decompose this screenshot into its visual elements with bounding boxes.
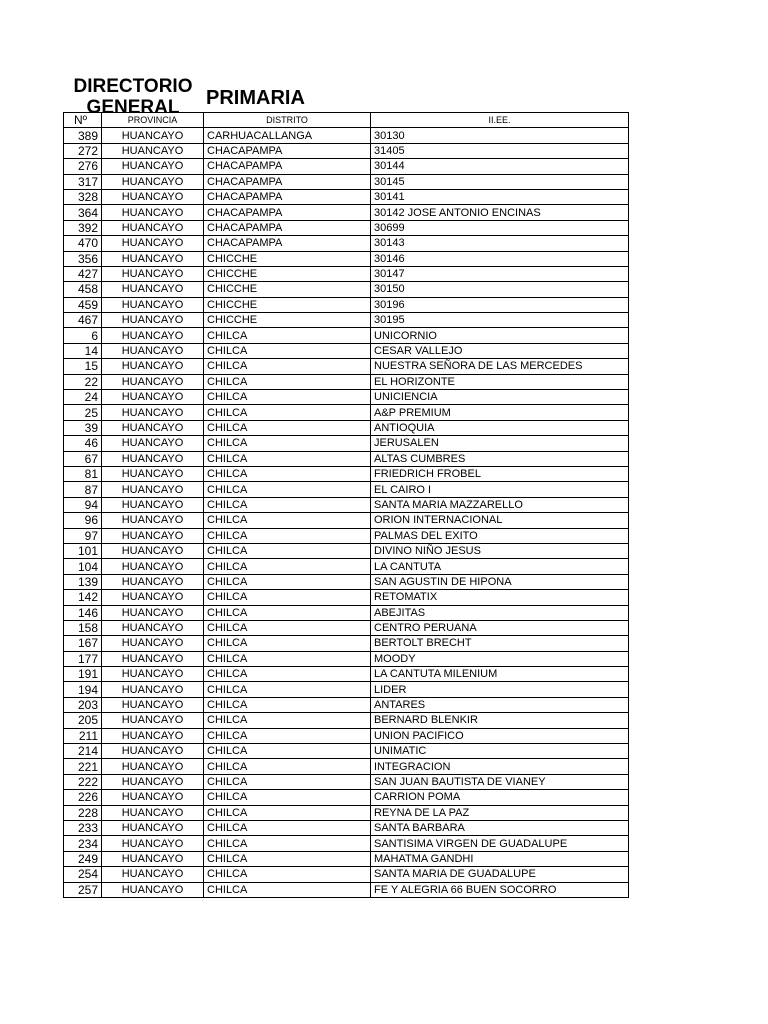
row-provincia: HUANCAYO [102,713,204,728]
directory-table [63,112,629,898]
row-distrito: CHICCHE [204,266,371,281]
row-number: 24 [64,390,102,405]
header-number: Nº [64,113,102,128]
row-distrito: CHACAPAMPA [204,159,371,174]
row-iiee: LA CANTUTA MILENIUM [371,667,629,682]
row-iiee: REYNA DE LA PAZ [371,805,629,820]
table-row [64,266,629,281]
row-distrito: CHILCA [204,590,371,605]
row-distrito: CHILCA [204,667,371,682]
row-provincia: HUANCAYO [102,451,204,466]
table-row [64,251,629,266]
row-number: 392 [64,220,102,235]
row-number: 142 [64,590,102,605]
table-row [64,159,629,174]
row-number: 87 [64,482,102,497]
row-number: 104 [64,559,102,574]
row-number: 328 [64,189,102,204]
row-iiee: 30699 [371,220,629,235]
row-provincia: HUANCAYO [102,405,204,420]
header-iiee: II.EE. [371,113,629,128]
row-iiee: ORION INTERNACIONAL [371,513,629,528]
row-distrito: CHILCA [204,482,371,497]
table-row [64,790,629,805]
row-distrito: CHILCA [204,620,371,635]
row-iiee: UNIMATIC [371,744,629,759]
row-provincia: HUANCAYO [102,205,204,220]
row-provincia: HUANCAYO [102,343,204,358]
row-provincia: HUANCAYO [102,605,204,620]
directory-title [68,76,198,113]
row-iiee: 30130 [371,128,629,143]
row-provincia: HUANCAYO [102,559,204,574]
row-iiee: CESAR VALLEJO [371,343,629,358]
table-row [64,128,629,143]
row-number: 427 [64,266,102,281]
row-distrito: CHILCA [204,651,371,666]
row-number: 101 [64,543,102,558]
table-row [64,620,629,635]
table-row [64,820,629,835]
row-distrito: CHILCA [204,713,371,728]
row-iiee: FE Y ALEGRIA 66 BUEN SOCORRO [371,882,629,897]
row-distrito: CARHUACALLANGA [204,128,371,143]
row-number: 226 [64,790,102,805]
row-distrito: CHILCA [204,790,371,805]
row-distrito: CHILCA [204,574,371,589]
row-iiee: LIDER [371,682,629,697]
row-distrito: CHILCA [204,605,371,620]
level-title: PRIMARIA [206,87,305,109]
table-row [64,236,629,251]
row-number: 39 [64,420,102,435]
table-row [64,836,629,851]
table-row [64,436,629,451]
row-provincia: HUANCAYO [102,651,204,666]
row-distrito: CHICCHE [204,297,371,312]
table-row [64,867,629,882]
table-row [64,543,629,558]
row-number: 214 [64,744,102,759]
row-iiee: ALTAS CUMBRES [371,451,629,466]
row-iiee: BERTOLT BRECHT [371,636,629,651]
row-provincia: HUANCAYO [102,436,204,451]
row-number: 167 [64,636,102,651]
row-distrito: CHILCA [204,436,371,451]
row-iiee: LA CANTUTA [371,559,629,574]
header-row [64,113,629,128]
row-provincia: HUANCAYO [102,313,204,328]
row-iiee: 30196 [371,297,629,312]
table-row [64,390,629,405]
row-iiee: NUESTRA SEÑORA DE LAS MERCEDES [371,359,629,374]
row-iiee: 30141 [371,189,629,204]
row-iiee: 30146 [371,251,629,266]
row-number: 211 [64,728,102,743]
row-iiee: DIVINO NIÑO JESUS [371,543,629,558]
row-distrito: CHILCA [204,559,371,574]
row-number: 94 [64,497,102,512]
row-distrito: CHILCA [204,451,371,466]
row-provincia: HUANCAYO [102,159,204,174]
table-row [64,297,629,312]
row-iiee: 30145 [371,174,629,189]
row-distrito: CHILCA [204,820,371,835]
row-distrito: CHACAPAMPA [204,236,371,251]
row-distrito: CHILCA [204,497,371,512]
row-distrito: CHICCHE [204,313,371,328]
row-provincia: HUANCAYO [102,266,204,281]
row-iiee: SANTA MARIA DE GUADALUPE [371,867,629,882]
row-distrito: CHILCA [204,420,371,435]
row-number: 203 [64,697,102,712]
row-iiee: RETOMATIX [371,590,629,605]
row-number: 222 [64,774,102,789]
row-number: 67 [64,451,102,466]
row-number: 46 [64,436,102,451]
row-provincia: HUANCAYO [102,805,204,820]
row-distrito: CHICCHE [204,282,371,297]
table-row [64,744,629,759]
directory-title-line1: DIRECTORIO [73,76,193,97]
table-row [64,282,629,297]
row-iiee: 30150 [371,282,629,297]
row-number: 364 [64,205,102,220]
table-row [64,574,629,589]
row-number: 25 [64,405,102,420]
row-distrito: CHILCA [204,697,371,712]
table-row [64,651,629,666]
row-distrito: CHILCA [204,728,371,743]
row-distrito: CHACAPAMPA [204,143,371,158]
row-provincia: HUANCAYO [102,620,204,635]
row-number: 146 [64,605,102,620]
header-distrito: DISTRITO [204,113,371,128]
table-row [64,728,629,743]
table-row [64,713,629,728]
row-iiee: 30147 [371,266,629,281]
row-iiee: SANTA MARIA MAZZARELLO [371,497,629,512]
table-row [64,513,629,528]
row-distrito: CHACAPAMPA [204,174,371,189]
row-distrito: CHILCA [204,636,371,651]
row-iiee: 30195 [371,313,629,328]
table-row [64,205,629,220]
table-row [64,682,629,697]
table-row [64,143,629,158]
row-distrito: CHACAPAMPA [204,205,371,220]
row-number: 233 [64,820,102,835]
row-iiee: 30142 JOSE ANTONIO ENCINAS [371,205,629,220]
row-provincia: HUANCAYO [102,820,204,835]
row-provincia: HUANCAYO [102,513,204,528]
table-row [64,774,629,789]
row-number: 97 [64,528,102,543]
row-provincia: HUANCAYO [102,728,204,743]
row-distrito: CHILCA [204,390,371,405]
row-iiee: SAN AGUSTIN DE HIPONA [371,574,629,589]
row-provincia: HUANCAYO [102,790,204,805]
row-iiee: ANTARES [371,697,629,712]
row-provincia: HUANCAYO [102,636,204,651]
table-row [64,528,629,543]
row-provincia: HUANCAYO [102,236,204,251]
row-provincia: HUANCAYO [102,759,204,774]
row-number: 228 [64,805,102,820]
row-distrito: CHILCA [204,774,371,789]
row-provincia: HUANCAYO [102,590,204,605]
row-provincia: HUANCAYO [102,836,204,851]
table-row [64,667,629,682]
table-row [64,405,629,420]
row-iiee: SANTA BARBARA [371,820,629,835]
row-provincia: HUANCAYO [102,744,204,759]
table-row [64,559,629,574]
table-row [64,482,629,497]
table-row [64,605,629,620]
row-iiee: UNICIENCIA [371,390,629,405]
row-number: 22 [64,374,102,389]
row-number: 139 [64,574,102,589]
row-distrito: CHILCA [204,374,371,389]
table-row [64,759,629,774]
row-distrito: CHILCA [204,513,371,528]
row-provincia: HUANCAYO [102,174,204,189]
row-provincia: HUANCAYO [102,482,204,497]
row-number: 194 [64,682,102,697]
row-number: 470 [64,236,102,251]
table-row [64,466,629,481]
row-distrito: CHICCHE [204,251,371,266]
row-number: 15 [64,359,102,374]
row-provincia: HUANCAYO [102,420,204,435]
row-number: 6 [64,328,102,343]
row-provincia: HUANCAYO [102,667,204,682]
table-row [64,451,629,466]
row-number: 257 [64,882,102,897]
table-row [64,343,629,358]
row-provincia: HUANCAYO [102,251,204,266]
row-provincia: HUANCAYO [102,328,204,343]
row-provincia: HUANCAYO [102,466,204,481]
row-number: 276 [64,159,102,174]
row-number: 96 [64,513,102,528]
row-provincia: HUANCAYO [102,359,204,374]
table-row [64,174,629,189]
table-row [64,497,629,512]
row-number: 356 [64,251,102,266]
row-iiee: UNICORNIO [371,328,629,343]
row-iiee: MOODY [371,651,629,666]
row-distrito: CHACAPAMPA [204,189,371,204]
row-iiee: MAHATMA GANDHI [371,851,629,866]
row-iiee: BERNARD BLENKIR [371,713,629,728]
row-provincia: HUANCAYO [102,374,204,389]
row-provincia: HUANCAYO [102,867,204,882]
row-distrito: CHILCA [204,543,371,558]
row-distrito: CHILCA [204,466,371,481]
row-iiee: CENTRO PERUANA [371,620,629,635]
row-number: 221 [64,759,102,774]
table-row [64,374,629,389]
row-number: 458 [64,282,102,297]
table-row [64,697,629,712]
row-number: 389 [64,128,102,143]
row-distrito: CHILCA [204,359,371,374]
row-provincia: HUANCAYO [102,497,204,512]
row-number: 234 [64,836,102,851]
row-provincia: HUANCAYO [102,390,204,405]
row-provincia: HUANCAYO [102,282,204,297]
row-distrito: CHILCA [204,744,371,759]
row-iiee: SAN JUAN BAUTISTA DE VIANEY [371,774,629,789]
row-distrito: CHILCA [204,328,371,343]
table-row [64,313,629,328]
table-row [64,636,629,651]
row-provincia: HUANCAYO [102,528,204,543]
row-number: 467 [64,313,102,328]
row-iiee: SANTISIMA VIRGEN DE GUADALUPE [371,836,629,851]
row-iiee: EL CAIRO I [371,482,629,497]
row-provincia: HUANCAYO [102,774,204,789]
table-row [64,420,629,435]
row-distrito: CHILCA [204,528,371,543]
row-distrito: CHILCA [204,836,371,851]
row-distrito: CHILCA [204,882,371,897]
header-provincia: PROVINCIA [102,113,204,128]
row-number: 249 [64,851,102,866]
row-iiee: ABEJITAS [371,605,629,620]
row-iiee: 31405 [371,143,629,158]
row-number: 205 [64,713,102,728]
row-iiee: PALMAS DEL EXITO [371,528,629,543]
row-number: 14 [64,343,102,358]
row-distrito: CHILCA [204,851,371,866]
row-iiee: 30143 [371,236,629,251]
row-provincia: HUANCAYO [102,297,204,312]
row-distrito: CHILCA [204,805,371,820]
row-iiee: CARRION POMA [371,790,629,805]
row-number: 177 [64,651,102,666]
table-row [64,851,629,866]
row-provincia: HUANCAYO [102,697,204,712]
table-row [64,328,629,343]
row-provincia: HUANCAYO [102,543,204,558]
row-distrito: CHILCA [204,682,371,697]
row-iiee: UNION PACIFICO [371,728,629,743]
row-iiee: ANTIOQUIA [371,420,629,435]
row-iiee: EL HORIZONTE [371,374,629,389]
row-number: 317 [64,174,102,189]
row-distrito: CHILCA [204,759,371,774]
row-provincia: HUANCAYO [102,189,204,204]
table-row [64,189,629,204]
row-distrito: CHILCA [204,867,371,882]
row-provincia: HUANCAYO [102,851,204,866]
table-row [64,805,629,820]
row-iiee: INTEGRACION [371,759,629,774]
table-row [64,590,629,605]
table-row [64,359,629,374]
row-iiee: 30144 [371,159,629,174]
row-provincia: HUANCAYO [102,882,204,897]
row-iiee: A&P PREMIUM [371,405,629,420]
row-number: 272 [64,143,102,158]
row-iiee: JERUSALEN [371,436,629,451]
row-provincia: HUANCAYO [102,143,204,158]
row-provincia: HUANCAYO [102,128,204,143]
row-number: 459 [64,297,102,312]
row-distrito: CHACAPAMPA [204,220,371,235]
row-distrito: CHILCA [204,405,371,420]
row-distrito: CHILCA [204,343,371,358]
row-provincia: HUANCAYO [102,574,204,589]
row-provincia: HUANCAYO [102,682,204,697]
row-number: 158 [64,620,102,635]
table-row [64,882,629,897]
table-row [64,220,629,235]
row-number: 81 [64,466,102,481]
directory-title-line2: GENERAL [86,97,180,113]
row-iiee: FRIEDRICH FROBEL [371,466,629,481]
row-number: 254 [64,867,102,882]
row-provincia: HUANCAYO [102,220,204,235]
row-number: 191 [64,667,102,682]
